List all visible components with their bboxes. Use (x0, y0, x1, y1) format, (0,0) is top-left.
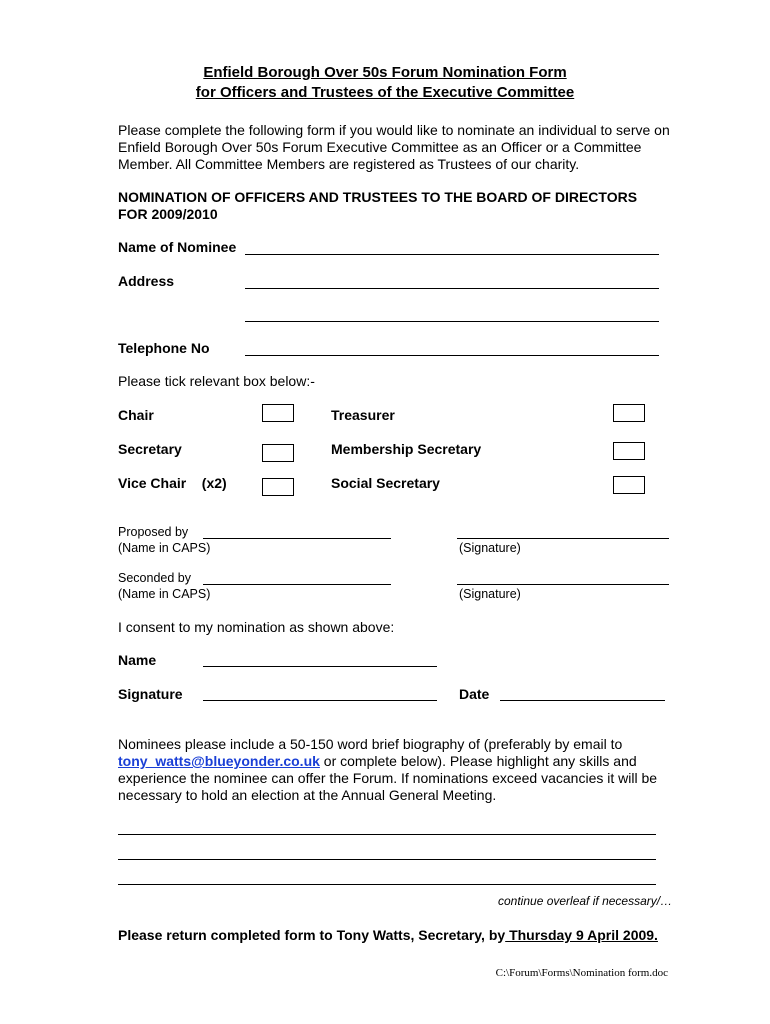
address-line-1[interactable] (245, 288, 659, 289)
address-line-2[interactable] (245, 321, 659, 322)
return-notice (118, 927, 658, 944)
continue-note: continue overleaf if necessary/… (498, 894, 673, 908)
proposed-by-label: Proposed by (118, 525, 189, 539)
vice-chair-checkbox[interactable] (262, 478, 294, 496)
secretary-checkbox[interactable] (262, 444, 294, 462)
seconded-by-name-caption: (Name in CAPS) (118, 587, 211, 601)
membership-secretary-checkbox[interactable] (613, 442, 645, 460)
section-heading: NOMINATION OF OFFICERS AND TRUSTEES TO THE BOARD OF DIRECTORS FOR 2009/2010 (118, 189, 638, 222)
seconded-by-name-line[interactable] (203, 584, 391, 585)
consent-name-line[interactable] (203, 666, 437, 667)
treasurer-label: Treasurer (331, 407, 395, 423)
chair-label: Chair (118, 407, 154, 423)
tick-instruction: Please tick relevant box below:- (118, 373, 315, 389)
return-notice-text: Please return completed form to Tony Watts, Secretary, by (118, 927, 506, 943)
form-title-line2: for Officers and Trustees of the Executive Committee (195, 84, 575, 101)
treasurer-checkbox[interactable] (613, 404, 645, 422)
name-of-nominee-label: Name of Nominee (118, 239, 237, 255)
proposed-by-signature-caption: (Signature) (459, 541, 521, 555)
address-label: Address (118, 273, 175, 289)
social-secretary-checkbox[interactable] (613, 476, 645, 494)
social-secretary-label: Social Secretary (331, 475, 440, 491)
biography-line-2[interactable] (118, 859, 656, 860)
seconded-by-signature-caption: (Signature) (459, 587, 521, 601)
vice-chair-label: Vice Chair (x2) (118, 475, 227, 491)
consent-date-label: Date (459, 686, 490, 702)
consent-statement: I consent to my nomination as shown above: (118, 619, 395, 635)
consent-signature-line[interactable] (203, 700, 437, 701)
return-deadline: Thursday 9 April 2009. (505, 927, 658, 943)
seconded-by-signature-line[interactable] (457, 584, 669, 585)
consent-date-line[interactable] (500, 700, 665, 701)
biography-text-before: Nominees please include a 50-150 word brief biography of (preferably by email to (118, 736, 623, 752)
seconded-by-label: Seconded by (118, 571, 191, 585)
footer-file-path: C:\Forum\Forms\Nomination form.doc (495, 967, 668, 979)
consent-name-label: Name (118, 652, 157, 668)
telephone-line[interactable] (245, 355, 659, 356)
biography-text-after: or complete below). Please highlight any skills and experience the nominee can offer the Forum. If nominations exceed vacancies it will be necessary to hold an election at the Annual General Meeting. (118, 753, 658, 803)
chair-checkbox[interactable] (262, 404, 294, 422)
name-of-nominee-line[interactable] (245, 254, 659, 255)
biography-paragraph (118, 736, 678, 804)
intro-paragraph: Please complete the following form if you would like to nominate an individual to serve on Enfield Borough Over 50s Forum Executive Committee as an Officer or a Committee Member. All Committee Members are registered as Trustees of our charity. (118, 122, 670, 172)
membership-secretary-label: Membership Secretary (331, 441, 482, 457)
telephone-label: Telephone No (118, 340, 210, 356)
proposed-by-signature-line[interactable] (457, 538, 669, 539)
form-title-line1: Enfield Borough Over 50s Forum Nomination Form (203, 64, 567, 81)
proposed-by-name-caption: (Name in CAPS) (118, 541, 211, 555)
biography-line-1[interactable] (118, 834, 656, 835)
secretary-label: Secretary (118, 441, 182, 457)
proposed-by-name-line[interactable] (203, 538, 391, 539)
consent-signature-label: Signature (118, 686, 183, 702)
email-link[interactable]: tony_watts@blueyonder.co.uk (118, 753, 320, 769)
biography-line-3[interactable] (118, 884, 656, 885)
